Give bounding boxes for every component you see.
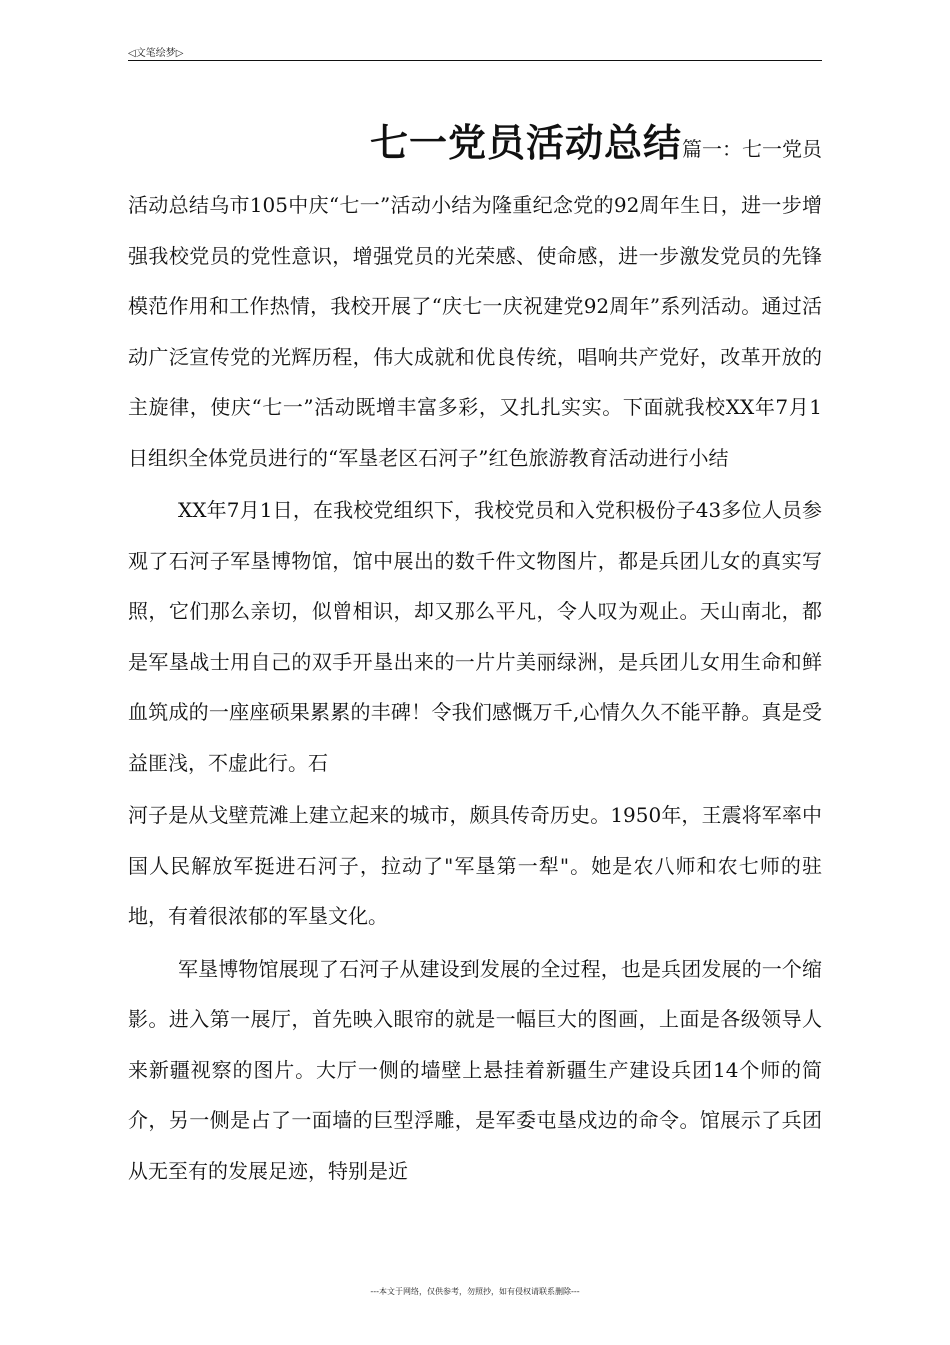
paragraph-museum: 军垦博物馆展现了石河子从建设到发展的全过程，也是兵团发展的一个缩影。进入第一展厅，首先映入眼帘的就是一幅巨大的图画，上面是各级领导人来新疆视察的图片。大厅一侧的墙壁上悬挂着新疆生产建设兵团14个师的简介，另一侧是占了一面墙的巨型浮雕，是军委屯垦戍边的命令。馆展示了兵团从无至有的发展足迹，特别是近 xyxy=(128,956,822,1183)
document-title: 七一党员活动总结 xyxy=(369,121,682,165)
paragraph-intro: 活动总结乌市105中庆“七一”活动小结为隆重纪念党的92周年生日，进一步增强我校党员的党性意识，增强党员的光荣感、使命感，进一步激发党员的先锋模范作用和工作热情，我校开展了“庆七一庆祝建党92周年”系列活动。通过活动广泛宣传党的光辉历程，伟大成就和优良传统，唱响共产党好，改革开放的主旋律，使庆“七一”活动既增丰富多彩，又扎扎实实。下面就我校XX年7月1日组织全体党员进行的“军垦老区石河子”红色旅游教育活动进行小结 xyxy=(128,193,822,470)
paragraph-history: 河子是从戈壁荒滩上建立起来的城市，颇具传奇历史。1950年，王震将军率中国人民解放军挺进石河子，拉动了"军垦第一犁"。她是农八师和农七师的驻地，有着很浓郁的军垦文化。 xyxy=(128,803,822,928)
header-label: ◁文笔绘梦▷ xyxy=(128,48,184,59)
header-divider xyxy=(128,60,822,61)
paragraph-visit: XX年7月1日，在我校党组织下，我校党员和入党积极份子43多位人员参观了石河子军垦博物馆，馆中展出的数千件文物图片，都是兵团儿女的真实写照，它们那么亲切，似曾相识，却又那么平凡，令人叹为观止。天山南北，都是军垦战士用自己的双手开垦出来的一片片美丽绿洲，是兵团儿女用生命和鲜血筑成的一座座硕果累累的丰碑！令我们感慨万千,心情久久不能平静。真是受益匪浅，不虚此行。石 xyxy=(128,498,822,775)
title-lead-text: 篇一：七一党员 xyxy=(682,137,822,161)
title-line xyxy=(128,112,822,168)
footer-note: ---本文于网络，仅供参考，勿照抄，如有侵权请联系删除--- xyxy=(370,1287,580,1296)
document-body xyxy=(128,112,822,1198)
